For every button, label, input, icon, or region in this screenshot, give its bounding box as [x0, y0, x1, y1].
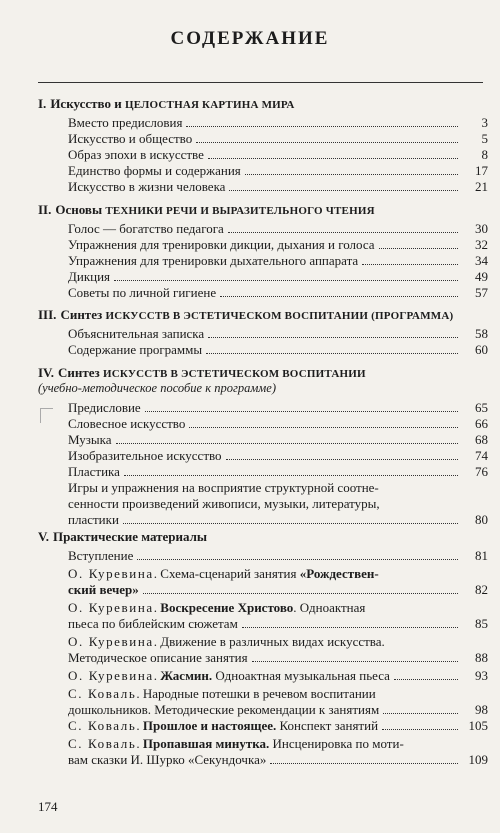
section-number: V. [38, 529, 49, 544]
toc-entry[interactable] [68, 163, 488, 179]
toc-entry[interactable] [68, 548, 488, 564]
dot-leader [383, 713, 458, 714]
entry-text: . Народные потешки в речевом воспитании [136, 686, 376, 701]
entry-author: С. Коваль [68, 686, 137, 701]
entry-line [68, 668, 488, 684]
entry-text: Методическое описание занятия [68, 650, 248, 665]
entry-text: Инсценировка по моти- [269, 736, 404, 751]
entry-text: Искусство в жизни человека [68, 179, 226, 194]
toc-entry[interactable] [68, 448, 488, 464]
dot-leader [114, 280, 458, 281]
entry-line-text [68, 686, 376, 701]
entry-line-text [68, 634, 385, 649]
entry-text: Предисловие [68, 400, 141, 415]
toc-entry[interactable] [68, 342, 488, 358]
section-title-part: Искусство и [50, 96, 125, 111]
entry-row [68, 342, 488, 358]
dot-leader [196, 142, 458, 143]
entry-page: 88 [475, 650, 488, 665]
entry-text: Одноактная музыкальная пьеса [212, 668, 390, 683]
section-number: IV. [38, 365, 55, 380]
entry-bold-title: Воскресение Христово [160, 600, 294, 615]
section-title-part: ИСКУССТВ В ЭСТЕТИЧЕСКОМ ВОСПИТАНИИ [103, 368, 366, 380]
toc-entry[interactable] [68, 668, 488, 684]
dot-leader [220, 296, 458, 297]
entry-line-text [68, 736, 404, 751]
entry-text: . Схема-сценарий занятия [153, 566, 300, 581]
entry-row [68, 269, 488, 285]
section-title-part: ИСКУССТВ В ЭСТЕТИЧЕСКОМ ВОСПИТАНИИ (ПРОГРАММА) [105, 310, 454, 322]
entry-page: 34 [475, 253, 488, 268]
entry-page: 66 [475, 416, 488, 431]
entry-page: 21 [475, 179, 488, 194]
entry-text: Музыка [68, 432, 112, 447]
toc-entry[interactable] [68, 480, 488, 528]
entry-text: Единство формы и содержания [68, 163, 241, 178]
entry-line-text [68, 616, 238, 632]
toc-entry[interactable] [68, 147, 488, 163]
entry-row [68, 237, 488, 253]
entry-row [68, 253, 488, 269]
toc-entry[interactable] [68, 179, 488, 195]
entry-row [68, 326, 488, 342]
entry-text: . [153, 600, 161, 615]
entry-text-line: сенности произведений живописи, музыки, литературы, [68, 496, 380, 511]
entry-bold-title: Пропавшая минутка. [142, 736, 270, 751]
entry-text: Советы по личной гигиене [68, 285, 217, 300]
entry-row [68, 221, 488, 237]
section-heading [38, 529, 483, 545]
entry-page: 98 [475, 702, 488, 717]
section-title-part: ТЕХНИКИ РЕЧИ И ВЫРАЗИТЕЛЬНОГО ЧТЕНИЯ [105, 205, 375, 217]
margin-mark [40, 408, 53, 423]
entry-line-text [68, 600, 365, 615]
entry-page: 65 [475, 400, 488, 415]
entry-text: Вместо предисловия [68, 115, 183, 130]
entry-text: Конспект занятий [276, 718, 379, 733]
entry-row [68, 432, 488, 448]
dot-leader [124, 475, 458, 476]
section-title-part: Основы [55, 202, 106, 217]
toc-entry[interactable] [68, 718, 488, 734]
toc-entry[interactable] [68, 634, 488, 666]
entry-text: Содержание программы [68, 342, 203, 357]
entry-line-text [68, 702, 379, 718]
page-number: 174 [38, 799, 58, 814]
entry-line-text [68, 752, 266, 768]
entry-line [68, 686, 488, 702]
entry-row [68, 702, 488, 718]
toc-entry[interactable] [68, 736, 488, 768]
entry-text: Искусство и общество [68, 131, 193, 146]
entry-row [68, 616, 488, 632]
entry-page: 3 [481, 115, 488, 130]
entry-page: 81 [475, 548, 488, 563]
entry-text: . [136, 718, 143, 733]
entry-text: Дикция [68, 269, 111, 284]
entry-row [68, 131, 488, 147]
dot-leader [270, 763, 458, 764]
dot-leader [394, 679, 458, 680]
dot-leader [123, 523, 458, 524]
section-title-part: Синтез [58, 365, 104, 380]
toc-entry[interactable] [68, 464, 488, 480]
entry-row [68, 582, 488, 598]
section-heading [38, 307, 483, 324]
section-title-part: Практические материалы [52, 529, 208, 544]
entry-page: 85 [475, 616, 488, 631]
entry-author: С. Коваль [68, 736, 137, 751]
dot-leader [242, 627, 458, 628]
entry-page: 8 [481, 147, 488, 162]
entry-row [68, 400, 488, 416]
entry-line-text [68, 582, 139, 598]
entry-page: 17 [475, 163, 488, 178]
entry-page: 32 [475, 237, 488, 252]
entry-row [68, 285, 488, 301]
toc-entry[interactable] [68, 285, 488, 301]
entry-text: . [153, 668, 161, 683]
entry-text: Голос — богатство педагога [68, 221, 224, 236]
entry-text: . Одноактная [293, 600, 366, 615]
entry-author: О. Куревина [68, 600, 154, 615]
toc-entry[interactable] [68, 400, 488, 416]
entry-bold-title: «Рождествен- [299, 566, 379, 581]
entry-row [68, 147, 488, 163]
entry-line-text [68, 668, 390, 684]
entry-line [68, 600, 488, 616]
entry-text: дошкольников. Методические рекомендации к занятиям [68, 702, 380, 717]
dot-leader [229, 190, 458, 191]
dot-leader [186, 126, 458, 127]
dot-leader [189, 427, 458, 428]
entry-page: 109 [468, 752, 488, 767]
entry-text: вам сказки И. Шурко «Секундочка» [68, 752, 267, 767]
section-number: III. [38, 307, 57, 322]
entry-text: Изобразительное искусство [68, 448, 222, 463]
dot-leader [145, 411, 458, 412]
entry-page: 5 [481, 131, 488, 146]
section-heading [38, 365, 483, 382]
entry-line [68, 718, 488, 734]
entry-text: Вступление [68, 548, 134, 563]
entry-page: 58 [475, 326, 488, 341]
section-title-part: Синтез [60, 307, 106, 322]
entry-author: С. Коваль [68, 718, 137, 733]
entry-page: 80 [475, 512, 488, 527]
toc-entry[interactable] [68, 326, 488, 342]
dot-leader [226, 459, 458, 460]
dot-leader [382, 729, 458, 730]
entry-page: 57 [475, 285, 488, 300]
entry-page: 105 [468, 718, 488, 733]
entry-page: 93 [475, 668, 488, 683]
dot-leader [137, 559, 458, 560]
entry-line-text [68, 718, 378, 734]
page-title: СОДЕРЖАНИЕ [170, 28, 330, 49]
toc-entry[interactable] [68, 253, 488, 269]
dot-leader [143, 593, 458, 594]
toc-entry[interactable] [68, 221, 488, 237]
toc-entry[interactable] [68, 600, 488, 632]
dot-leader [245, 174, 458, 175]
entry-row [68, 416, 488, 432]
entry-row [68, 650, 488, 666]
entry-line-text [68, 650, 248, 666]
entry-page: 30 [475, 221, 488, 236]
entry-page: 74 [475, 448, 488, 463]
entry-row [68, 179, 488, 195]
entry-bold-title: ский вечер» [68, 582, 139, 597]
section-number: II. [38, 202, 52, 217]
entry-row [68, 752, 488, 768]
toc-entry[interactable] [68, 131, 488, 147]
entry-text: Объяснительная записка [68, 326, 205, 341]
section-heading [38, 202, 483, 219]
entry-row [68, 163, 488, 179]
entry-text: Образ эпохи в искусстве [68, 147, 204, 162]
section-subtitle: (учебно-методическое пособие к программе) [38, 381, 276, 395]
dot-leader [206, 353, 458, 354]
entry-row [68, 115, 488, 131]
entry-row [68, 464, 488, 480]
entry-text: пьеса по библейским сюжетам [68, 616, 238, 631]
entry-text: Упражнения для тренировки дыхательного аппарата [68, 253, 359, 268]
entry-row [68, 448, 488, 464]
toc-entry[interactable] [68, 269, 488, 285]
entry-author: О. Куревина [68, 668, 154, 683]
entry-author: О. Куревина [68, 566, 154, 581]
entry-row [68, 512, 488, 528]
entry-line-text [68, 566, 379, 581]
entry-line [68, 634, 488, 650]
entry-text: Упражнения для тренировки дикции, дыхания и голоса [68, 237, 375, 252]
entry-text: Словесное искусство [68, 416, 186, 431]
toc-entry[interactable] [68, 566, 488, 598]
section-heading [38, 96, 483, 113]
entry-bold-title: Жасмин. [160, 668, 213, 683]
dot-leader [116, 443, 459, 444]
entry-page: 49 [475, 269, 488, 284]
title-divider [38, 82, 483, 83]
toc-entry[interactable] [68, 686, 488, 718]
entry-text: . [136, 736, 143, 751]
entry-author: О. Куревина [68, 634, 154, 649]
toc-entry[interactable] [68, 237, 488, 253]
entry-page: 82 [475, 582, 488, 597]
entry-page: 60 [475, 342, 488, 357]
entry-text: Пластика [68, 464, 120, 479]
entry-row [68, 548, 488, 564]
dot-leader [228, 232, 458, 233]
toc-entry[interactable] [68, 416, 488, 432]
entry-bold-title: Прошлое и настоящее. [142, 718, 277, 733]
dot-leader [252, 661, 458, 662]
entry-line [68, 566, 488, 582]
entry-page: 76 [475, 464, 488, 479]
dot-leader [208, 337, 458, 338]
entry-line [68, 736, 488, 752]
dot-leader [208, 158, 458, 159]
dot-leader [379, 248, 458, 249]
dot-leader [362, 264, 458, 265]
entry-page: 68 [475, 432, 488, 447]
toc-entry[interactable] [68, 432, 488, 448]
section-title-part: ЦЕЛОСТНАЯ КАРТИНА МИРА [124, 99, 295, 111]
section-number: I. [38, 96, 47, 111]
entry-text-line: Игры и упражнения на восприятие структурной соотне- [68, 480, 379, 495]
toc-entry[interactable] [68, 115, 488, 131]
entry-text: . Движение в различных видах искусства. [153, 634, 385, 649]
entry-text-line: пластики [68, 512, 119, 527]
